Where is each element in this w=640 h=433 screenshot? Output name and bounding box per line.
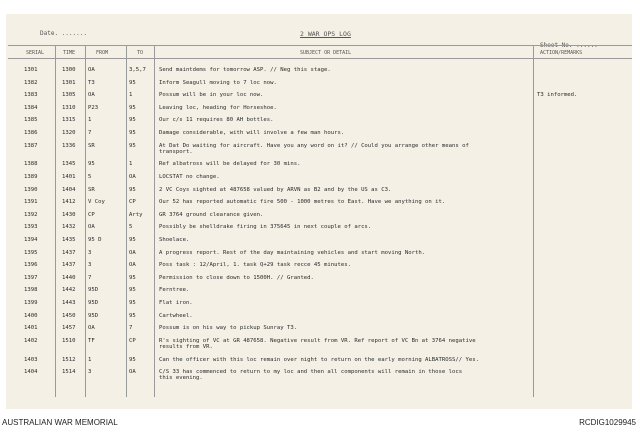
entry-serial: 1400 xyxy=(24,312,38,319)
entry-from: 5 xyxy=(88,174,92,181)
entry-subject: Possum will be in your loc now. xyxy=(159,92,264,99)
entry-serial: 1401 xyxy=(24,325,38,332)
entry-serial: 1391 xyxy=(24,199,38,206)
entry-to: 95 xyxy=(129,104,136,111)
entry-from: 1 xyxy=(88,117,92,124)
entry-time: 1440 xyxy=(62,274,76,281)
entry-serial: 1395 xyxy=(24,249,38,256)
entry-time: 1301 xyxy=(62,79,76,86)
entry-serial: 1392 xyxy=(24,211,38,218)
entry-from: V Coy xyxy=(88,199,105,206)
entry-serial: 1397 xyxy=(24,274,38,281)
entry-subject: Ref albatross will be delayed for 30 mins. xyxy=(159,161,301,168)
entry-to: 95 xyxy=(129,129,136,136)
entry-time: 1310 xyxy=(62,104,76,111)
log-entry xyxy=(0,65,640,78)
entry-time: 1443 xyxy=(62,299,76,306)
entry-subject: R's sighting of VC at GR 487658. Negative result from VR. Ref report of VC Bn at 3764 negative results from VR. xyxy=(159,337,476,350)
entry-serial: 1389 xyxy=(24,174,38,181)
log-entry xyxy=(0,222,640,235)
entry-time: 1430 xyxy=(62,211,76,218)
entry-time: 1437 xyxy=(62,262,76,269)
entry-from: 95D xyxy=(88,287,99,294)
entry-serial: 1396 xyxy=(24,262,38,269)
entry-subject: LOCSTAT no change. xyxy=(159,174,220,181)
header-rule xyxy=(8,58,632,59)
entry-time: 1300 xyxy=(62,67,76,73)
entry-from: OA xyxy=(88,92,95,99)
log-entry xyxy=(0,298,640,311)
entry-to: 95 xyxy=(129,312,136,319)
entry-subject: Our c/s 11 requires 80 AH bottles. xyxy=(159,117,274,124)
entry-subject: Inform Seagull moving to 7 loc now. xyxy=(159,79,277,86)
log-entry xyxy=(0,235,640,248)
entry-to: OA xyxy=(129,174,136,181)
entry-from: OA xyxy=(88,325,95,332)
entry-to: CP xyxy=(129,337,136,344)
entry-subject: At Dat Do waiting for aircraft. Have you any word on it? // Could you arrange other means of transport. xyxy=(159,142,469,155)
entry-subject: Shoelace. xyxy=(159,237,190,244)
entry-from: P23 xyxy=(88,104,99,111)
entry-time: 1450 xyxy=(62,312,76,319)
entry-time: 1437 xyxy=(62,249,76,256)
log-entry xyxy=(0,90,640,103)
entry-to: 7 xyxy=(129,325,133,332)
log-entry xyxy=(0,197,640,210)
entry-time: 1510 xyxy=(62,337,76,344)
log-entry xyxy=(0,172,640,185)
entry-serial: 1383 xyxy=(24,92,38,99)
log-entries xyxy=(0,65,640,386)
entry-serial: 1393 xyxy=(24,224,38,231)
entry-subject: Leaving loc, heading for Horseshoe. xyxy=(159,104,277,111)
entry-serial: 1387 xyxy=(24,142,38,149)
column-header-action: ACTION/REMARKS xyxy=(540,50,583,56)
entry-subject: Possibly be shelldrake firing in 375645 in next couple of arcs. xyxy=(159,224,372,231)
log-entry xyxy=(0,159,640,172)
entry-to: 95 xyxy=(129,117,136,124)
entry-serial: 1301 xyxy=(24,67,38,73)
entry-time: 1336 xyxy=(62,142,76,149)
log-entry xyxy=(0,323,640,336)
entry-from: 7 xyxy=(88,129,92,136)
entry-to: OA xyxy=(129,249,136,256)
entry-from: 95 xyxy=(88,161,95,168)
log-entry xyxy=(0,260,640,273)
entry-subject: A progress report. Rest of the day maintaining vehicles and start moving North. xyxy=(159,249,426,256)
entry-to: 95 xyxy=(129,142,136,149)
log-entry xyxy=(0,115,640,128)
entry-serial: 1403 xyxy=(24,356,38,363)
entry-serial: 1398 xyxy=(24,287,38,294)
entry-to: 95 xyxy=(129,356,136,363)
log-title: 2 WAR OPS LOG xyxy=(300,30,351,38)
entry-from: TF xyxy=(88,337,95,344)
entry-subject: Send maintdems for tomorrow ASP. // Neg this stage. xyxy=(159,67,331,73)
entry-time: 1401 xyxy=(62,174,76,181)
entry-to: 95 xyxy=(129,237,136,244)
entry-from: OA xyxy=(88,224,95,231)
log-entry xyxy=(0,355,640,368)
entry-time: 1320 xyxy=(62,129,76,136)
log-entry xyxy=(0,128,640,141)
entry-from: 1 xyxy=(88,356,92,363)
entry-to: CP xyxy=(129,199,136,206)
entry-subject: Cartwheel. xyxy=(159,312,193,319)
log-entry xyxy=(0,141,640,160)
entry-subject: 2 VC Coys sighted at 487658 valued by ARVN as B2 and by the US as C3. xyxy=(159,186,392,193)
entry-time: 1435 xyxy=(62,237,76,244)
entry-time: 1412 xyxy=(62,199,76,206)
entry-time: 1305 xyxy=(62,92,76,99)
column-header-from: FROM xyxy=(96,50,109,56)
entry-from: T3 xyxy=(88,79,95,86)
entry-time: 1432 xyxy=(62,224,76,231)
entry-serial: 1382 xyxy=(24,79,38,86)
entry-time: 1404 xyxy=(62,186,76,193)
entry-serial: 1385 xyxy=(24,117,38,124)
log-entry xyxy=(0,367,640,386)
entry-time: 1457 xyxy=(62,325,76,332)
entry-from: SR xyxy=(88,186,95,193)
entry-serial: 1388 xyxy=(24,161,38,168)
log-entry xyxy=(0,311,640,324)
entry-subject: C/S 33 has commenced to return to my loc and then all components will remain in those locs this evening. xyxy=(159,369,463,382)
log-entry xyxy=(0,210,640,223)
entry-to: 95 xyxy=(129,79,136,86)
entry-to: 95 xyxy=(129,274,136,281)
entry-subject: GR 3764 ground clearance given. xyxy=(159,211,264,218)
entry-time: 1514 xyxy=(62,369,76,376)
log-entry xyxy=(0,273,640,286)
log-entry xyxy=(0,336,640,355)
entry-to: 5 xyxy=(129,224,133,231)
log-entry xyxy=(0,78,640,91)
entry-to: OA xyxy=(129,262,136,269)
footer-record-id: RCDIG1029945 xyxy=(579,418,636,427)
log-entry xyxy=(0,285,640,298)
entry-time: 1512 xyxy=(62,356,76,363)
entry-from: SR xyxy=(88,142,95,149)
entry-serial: 1394 xyxy=(24,237,38,244)
entry-time: 1315 xyxy=(62,117,76,124)
entry-serial: 1404 xyxy=(24,369,38,376)
entry-to: 3,5,7 xyxy=(129,67,146,73)
entry-serial: 1390 xyxy=(24,186,38,193)
entry-subject: Damage considerable, with will involve a few man hours. xyxy=(159,129,345,136)
entry-subject: Can the officer with this loc remain over night to return on the early morning ALBATROSS// Yes. xyxy=(159,356,479,363)
entry-subject: Our 52 has reported automatic fire 500 - 1000 metres to East. Have we anything on it. xyxy=(159,199,446,206)
entry-subject: Poss task : 12/April, 1. task Q+29 task recce 45 minutes. xyxy=(159,262,351,269)
entry-to: 1 xyxy=(129,161,133,168)
log-entry xyxy=(0,185,640,198)
entry-from: 95D xyxy=(88,299,99,306)
entry-to: 95 xyxy=(129,186,136,193)
entry-subject: Ferntree. xyxy=(159,287,190,294)
top-rule xyxy=(8,45,632,46)
entry-serial: 1399 xyxy=(24,299,38,306)
entry-serial: 1384 xyxy=(24,104,38,111)
log-entry xyxy=(0,248,640,261)
entry-from: 3 xyxy=(88,369,92,376)
column-header-time: TIME xyxy=(63,50,76,56)
entry-to: 95 xyxy=(129,299,136,306)
entry-to: OA xyxy=(129,369,136,376)
column-header-subject: SUBJECT OR DETAIL xyxy=(300,50,352,56)
entry-time: 1442 xyxy=(62,287,76,294)
entry-subject: Flat iron. xyxy=(159,299,193,306)
entry-time: 1345 xyxy=(62,161,76,168)
entry-to: 95 xyxy=(129,287,136,294)
entry-to: Arty xyxy=(129,211,143,218)
footer-institution: AUSTRALIAN WAR MEMORIAL xyxy=(2,418,118,427)
column-header-serial: SERIAL xyxy=(26,50,45,56)
log-entry xyxy=(0,103,640,116)
column-header-to: TO xyxy=(137,50,144,56)
entry-from: 7 xyxy=(88,274,92,281)
entry-serial: 1402 xyxy=(24,337,38,344)
entry-from: OA xyxy=(88,67,95,73)
entry-from: 95 D xyxy=(88,237,102,244)
entry-from: CP xyxy=(88,211,95,218)
entry-from: 3 xyxy=(88,262,92,269)
entry-from: 95D xyxy=(88,312,99,319)
entry-from: 3 xyxy=(88,249,92,256)
entry-subject: Permission to close down to 1500H. // Granted. xyxy=(159,274,314,281)
date-label: Date. ....... xyxy=(40,30,87,37)
entry-action: T3 informed. xyxy=(537,92,578,99)
entry-serial: 1386 xyxy=(24,129,38,136)
entry-subject: Possum is on his way to pickup Sunray T3. xyxy=(159,325,298,332)
entry-to: 1 xyxy=(129,92,133,99)
